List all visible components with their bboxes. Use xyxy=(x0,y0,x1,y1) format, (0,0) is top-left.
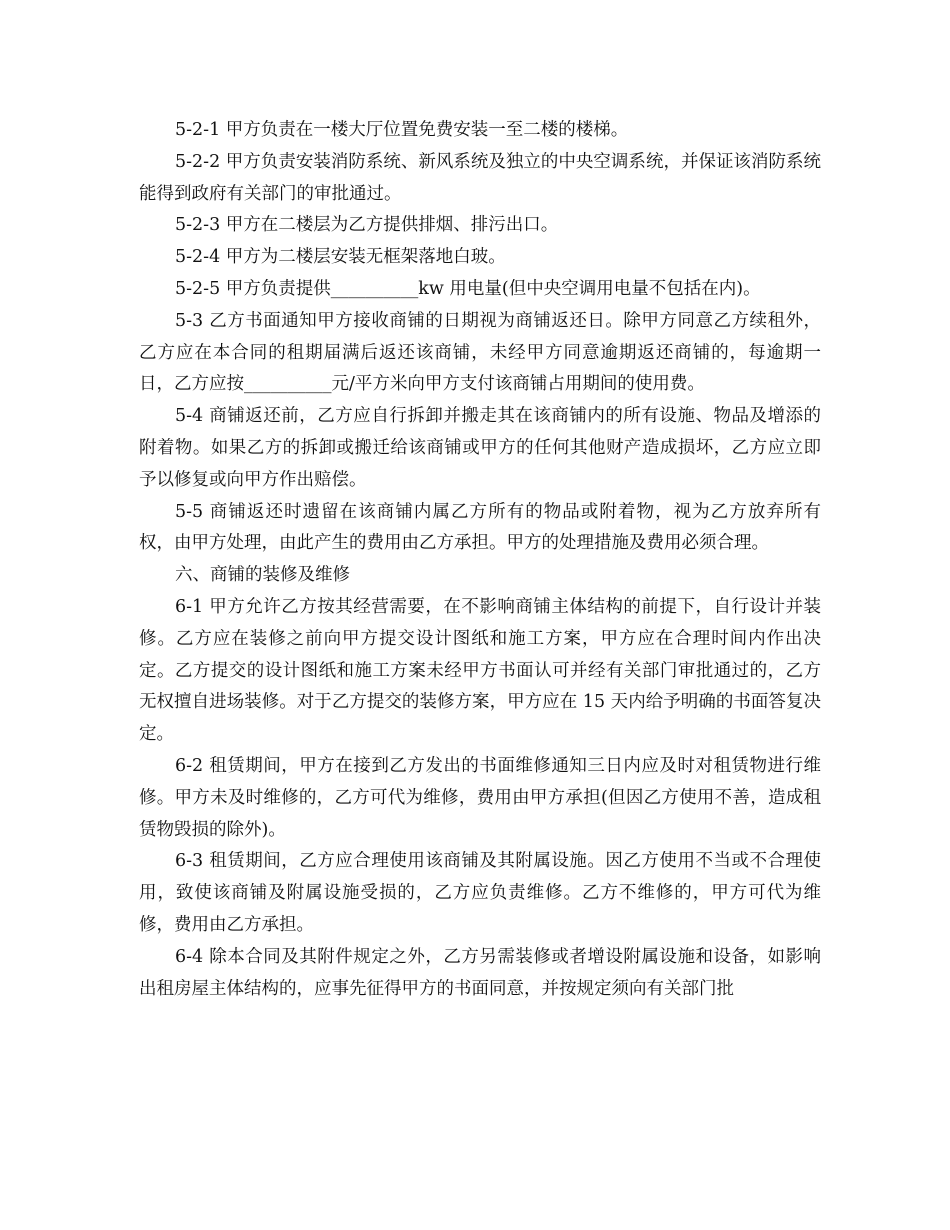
clause-6-4: 6-4 除本合同及其附件规定之外，乙方另需装修或者增设附属设施和设备，如影响出租房屋主体结构的，应事先征得甲方的书面同意，并按规定须向有关部门批 xyxy=(139,946,821,999)
clause-5-3: 5-3 乙方书面通知甲方接收商铺的日期视为商铺返还日。除甲方同意乙方续租外，乙方应在本合同的租期届满后返还该商铺，未经甲方同意逾期返还商铺的，每逾期一日，乙方应按__________元/平方米向甲方支付该商铺占用期间的使用费。 xyxy=(139,310,821,395)
clause-5-2-1: 5-2-1 甲方负责在一楼大厅位置免费安装一至二楼的楼梯。 xyxy=(175,120,629,140)
clause-6-2: 6-2 租赁期间，甲方在接到乙方发出的书面维修通知三日内应及时对租赁物进行维修。甲方未及时维修的，乙方可代为维修，费用由甲方承担(但因乙方使用不善，造成租赁物毁损的除外)。 xyxy=(139,755,821,840)
clause-5-4: 5-4 商铺返还前，乙方应自行拆卸并搬走其在该商铺内的所有设施、物品及增添的附着物。如果乙方的拆卸或搬迁给该商铺或甲方的任何其他财产造成损坏，乙方应立即予以修复或向甲方作出赔偿。 xyxy=(139,406,821,490)
document-body xyxy=(139,115,821,1005)
clause-5-2-3: 5-2-3 甲方在二楼层为乙方提供排烟、排污出口。 xyxy=(175,215,559,236)
clause-5-5: 5-5 商铺返还时遗留在该商铺内属乙方所有的物品或附着物，视为乙方放弃所有权，由甲方处理，由此产生的费用由乙方承担。甲方的处理措施及费用必须合理。 xyxy=(139,501,821,554)
section-heading-6: 六、商铺的装修及维修 xyxy=(175,565,350,586)
clause-6-3: 6-3 租赁期间，乙方应合理使用该商铺及其附属设施。因乙方使用不当或不合理使用，致使该商铺及附属设施受损的，乙方应负责维修。乙方不维修的，甲方可代为维修，费用由乙方承担。 xyxy=(139,851,821,935)
clause-5-2-2: 5-2-2 甲方负责安装消防系统、新风系统及独立的中央空调系统，并保证该消防系统能得到政府有关部门的审批通过。 xyxy=(139,151,821,204)
clause-5-2-4: 5-2-4 甲方为二楼层安装无框架落地白玻。 xyxy=(175,247,506,268)
clause-5-2-5: 5-2-5 甲方负责提供__________kw 用电量(但中央空调用电量不包括在内)。 xyxy=(175,278,761,299)
clause-6-1: 6-1 甲方允许乙方按其经营需要，在不影响商铺主体结构的前提下，自行设计并装修。乙方应在装修之前向甲方提交设计图纸和施工方案，甲方应在合理时间内作出决定。乙方提交的设计图纸和施工方案未经甲方书面认可并经有关部门审批通过的，乙方无权擅自进场装修。对于乙方提交的装修方案，甲方应在 15 天内给予明确的书面答复决定。 xyxy=(139,596,821,745)
